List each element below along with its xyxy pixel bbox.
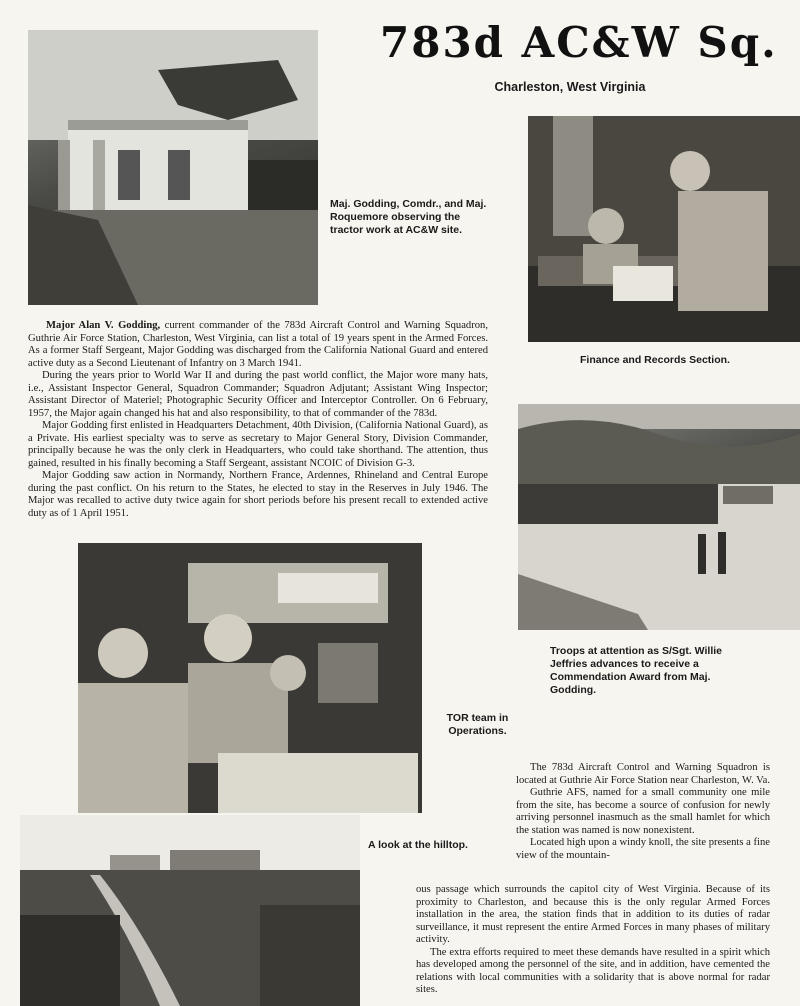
lead-name: Major Alan V. Godding, (46, 320, 161, 331)
troops-photo (518, 404, 800, 630)
site-paragraph-2: Guthrie AFS, named for a small community one mile from the site, has become a source of confusion for newly arriving personnel inasmuch as the small hamlet for which the station was named is now nonexistent. (516, 787, 770, 836)
bio-paragraph-4: Major Godding saw action in Normandy, Northern France, Ardennes, Rhineland and Central Europe during the past conflict. On his return to the States, he elected to stay in the Reserves in July 1946. The Major was recalled to active duty twice again for short periods before his present recall to extended active duty as of 1 April 1951. (28, 470, 488, 519)
bio-paragraph-1 (28, 320, 488, 370)
bio-paragraph-2: During the years prior to World War II and during the past world conflict, the Major wore many hats, i.e., Assistant Inspector General, Squadron Commander; Squadron Adjutant; Assistant Wing Inspector; Assistant Director of Materiel; Photographic Security Officer and Interceptor Controller. On 6 February, 1957, the Major again changed his hat and also responsibility, to that of commander of the 783d. (28, 370, 488, 419)
page-title: 783d AC&W Sq. (380, 18, 778, 67)
tractor-caption: Maj. Godding, Comdr., and Maj. Roquemore observing the tractor work at AC&W site. (330, 198, 487, 237)
tor-caption: TOR team in Operations. (446, 712, 509, 738)
hilltop-caption: A look at the hilltop. (368, 839, 468, 851)
finance-records-photo (528, 116, 800, 342)
site-paragraph-1: The 783d Aircraft Control and Warning Squadron is located at Guthrie Air Force Station near Charleston, W. Va. (516, 762, 770, 786)
tractor-photo (28, 30, 318, 305)
bio-p1-text: current commander of the 783d Aircraft Control and Warning Squadron, Guthrie Air Force Station, Charleston, West Virginia, can list a total of 19 years spent in the Armed Forces. As a former Staff Sergeant, Major Godding was discharged from the California National Guard and entered active duty as a Second Lieutenant of Infantry on 3 March 1941. (28, 320, 488, 369)
site-paragraph-3a: Located high upon a windy knoll, the site presents a fine view of the mountain- (516, 837, 770, 861)
site-story-wide (416, 884, 770, 997)
hilltop-photo (20, 815, 360, 1006)
page-subtitle: Charleston, West Virginia (494, 80, 646, 94)
troops-caption: Troops at attention as S/Sgt. Willie Jeffries advances to receive a Commendation Award from Maj. Godding. (550, 645, 723, 697)
bio-paragraph-3: Major Godding first enlisted in Headquarters Detachment, 40th Division, (California National Guard), as a Private. His earliest specialty was to serve as secretary to Major General Story, Division Commander, principally because he was the only clerk in Headquarters, who could take shorthand. The attention, thus gained, resulted in his finally becoming a Staff Sergeant, assistant NCOIC of Division G-3. (28, 420, 488, 469)
site-story-column (516, 762, 770, 862)
finance-caption: Finance and Records Section. (580, 354, 730, 366)
site-paragraph-4: The extra efforts required to meet these demands have resulted in a spirit which has developed among the personnel of the site, and in addition, have cemented the relations with local communities with a solidarity that is above normal for radar sites. (416, 946, 770, 995)
biography-article (28, 320, 488, 520)
site-paragraph-3b: ous passage which surrounds the capitol city of West Virginia. Because of its proximity to Charleston, and because this is the only regular Armed Forces installation in the area, the station finds that in addition to its duties of radar surveillance, it must represent the entire Armed Forces in many phases of military activity. (416, 884, 770, 945)
tor-team-photo (78, 543, 422, 813)
